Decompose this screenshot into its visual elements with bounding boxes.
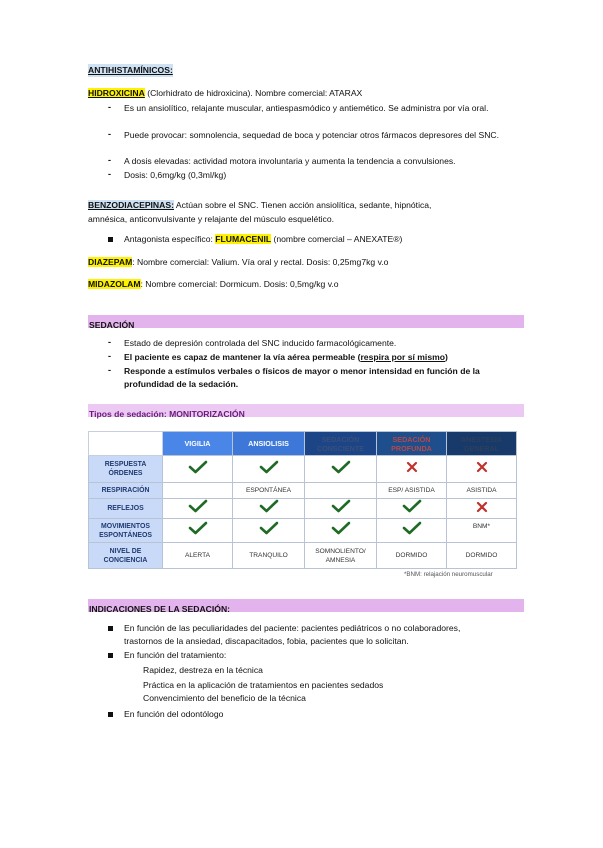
hidroxicina-name: HIDROXICINA — [88, 88, 145, 98]
antagonist-commercial: (nombre comercial – ANEXATE®) — [271, 234, 403, 244]
flumacenil-name: FLUMACENIL — [215, 234, 272, 244]
check-icon — [331, 521, 351, 535]
table-row — [89, 519, 517, 543]
col-sedacion-profunda: SEDACIÓN PROFUNDA — [377, 432, 447, 456]
antagonist-line — [124, 233, 522, 246]
indicaciones-sub-2: Práctica en la aplicación de tratamientos en pacientes sedados — [143, 680, 384, 690]
bullet-dash: - — [108, 351, 111, 361]
cell-bnm: BNM* — [447, 519, 517, 543]
check-icon — [331, 460, 351, 474]
cell — [305, 499, 377, 519]
cell — [163, 499, 233, 519]
table-row — [89, 483, 517, 499]
row-respiracion: RESPIRACIÓN — [89, 483, 163, 499]
midazolam-text: : Nombre comercial: Dormicum. Dosis: 0,5mg/kg v.o — [140, 279, 339, 289]
table-row — [89, 456, 517, 483]
check-icon — [402, 499, 422, 513]
table-row — [89, 543, 517, 569]
check-icon — [259, 521, 279, 535]
row-respuesta-ordenes: RESPUESTA ÓRDENES — [89, 456, 163, 483]
cell-asistida: ASISTIDA — [447, 483, 517, 499]
square-bullet-icon — [108, 653, 113, 658]
indicaciones-heading: INDICACIONES DE LA SEDACIÓN: — [89, 604, 231, 614]
cell — [305, 519, 377, 543]
cell — [377, 499, 447, 519]
cell — [447, 499, 517, 519]
cell-nivel-profunda: DORMIDO — [377, 543, 447, 569]
sedacion-heading: SEDACIÓN — [89, 320, 135, 330]
cell — [305, 456, 377, 483]
hidroxicina-line — [88, 87, 362, 100]
cell — [233, 456, 305, 483]
cell-nivel-consciente: SOMNOLIENTO/ AMNESIA — [305, 543, 377, 569]
table-header-row — [89, 432, 517, 456]
indicaciones-heading-band — [88, 599, 524, 612]
cell — [163, 456, 233, 483]
tipos-heading: Tipos de sedación: MONITORIZACIÓN — [89, 409, 245, 419]
cell — [233, 499, 305, 519]
col-ansiolisis: ANSIOLISIS — [233, 432, 305, 456]
cell-nivel-general: DORMIDO — [447, 543, 517, 569]
midazolam-name: MIDAZOLAM — [88, 279, 141, 289]
sedacion-heading-band — [88, 315, 524, 328]
cell — [447, 456, 517, 483]
sedacion-bullet-1: Estado de depresión controlada del SNC inducido farmacológicamente. — [124, 338, 397, 348]
benzo-paragraph-line1 — [88, 199, 431, 212]
diazepam-line — [88, 256, 388, 269]
antihist-bullet-4: Dosis: 0,6mg/kg (0,3ml/kg) — [124, 170, 227, 180]
cell-nivel-ansiolisis: TRANQUILO — [233, 543, 305, 569]
table-corner — [89, 432, 163, 456]
bullet-dash: - — [108, 337, 111, 347]
cell — [163, 519, 233, 543]
cross-icon — [476, 501, 488, 513]
bullet-dash: - — [108, 102, 111, 112]
table-footnote: *BNM: relajación neuromuscular — [404, 571, 493, 578]
cell-esp-asistida: ESP/ ASISTIDA — [377, 483, 447, 499]
check-icon — [188, 499, 208, 513]
cell-espontanea: ESPONTÁNEA — [233, 483, 305, 499]
antihist-bullet-3: A dosis elevadas: actividad motora involuntaria y aumenta la tendencia a convulsiones. — [124, 156, 456, 166]
benzodiacepinas-heading: BENZODIACEPINAS: — [88, 200, 174, 210]
cell — [377, 456, 447, 483]
check-icon — [331, 499, 351, 513]
benzo-text-2: amnésica, anticonvulsivante y relajante del músculo esquelético. — [88, 214, 335, 224]
col-vigilia: VIGILIA — [163, 432, 233, 456]
indicaciones-item-1-line2: trastornos de la ansiedad, discapacitados, fobia, pacientes que lo solicitan. — [124, 636, 409, 646]
indicaciones-item-1-line1: En función de las peculiaridades del paciente: pacientes pediátricos o no colaboradores, — [124, 623, 461, 633]
square-bullet-icon — [108, 712, 113, 717]
indicaciones-sub-3: Convencimiento del beneficio de la técnica — [143, 693, 306, 703]
cell — [163, 483, 233, 499]
respira-por-si-mismo: respira por sí mismo — [360, 352, 445, 362]
diazepam-text: : Nombre comercial: Valium. Vía oral y rectal. Dosis: 0,25mg7kg v.o — [132, 257, 389, 267]
cross-icon — [406, 461, 418, 473]
indicaciones-item-2: En función del tratamiento: — [124, 650, 227, 660]
check-icon — [259, 460, 279, 474]
row-movimientos: MOVIMIENTOS ESPONTÁNEOS — [89, 519, 163, 543]
square-bullet-icon — [108, 626, 113, 631]
indicaciones-sub-1: Rapidez, destreza en la técnica — [143, 665, 263, 675]
sedacion-bullet-2-text: El paciente es capaz de mantener la vía aérea permeable ( — [124, 352, 361, 362]
antihist-bullet-1: Es un ansiolítico, relajante muscular, antiespasmódico y antiemético. Se administra por vía oral. — [124, 103, 489, 113]
bullet-dash: - — [108, 365, 111, 375]
cross-icon — [476, 461, 488, 473]
cell-nivel-vigilia: ALERTA — [163, 543, 233, 569]
sedacion-bullet-3: Responde a estímulos verbales o físicos de mayor o menor intensidad en función de la profundidad de la sedación. — [124, 366, 480, 389]
diazepam-name: DIAZEPAM — [88, 257, 133, 267]
antagonist-label: Antagonista específico: — [124, 234, 216, 244]
col-anestesia-general: ANESTESIA GENERAL — [447, 432, 517, 456]
cell — [305, 483, 377, 499]
indicaciones-item-3: En función del odontólogo — [124, 709, 224, 719]
antihist-bullet-2: Puede provocar: somnolencia, sequedad de boca y potenciar otros fármacos depresores del SNC. — [124, 130, 499, 140]
bullet-dash: - — [108, 129, 111, 139]
hidroxicina-description: (Clorhidrato de hidroxicina). Nombre comercial: ATARAX — [144, 88, 363, 98]
check-icon — [259, 499, 279, 513]
benzo-text-1: Actúan sobre el SNC. Tienen acción ansiolítica, sedante, hipnótica, — [173, 200, 432, 210]
check-icon — [188, 521, 208, 535]
table-row — [89, 499, 517, 519]
tipos-heading-band — [88, 404, 524, 417]
bullet-dash: - — [108, 169, 111, 179]
bullet-dash: - — [108, 155, 111, 165]
square-bullet-icon — [108, 237, 113, 242]
check-icon — [402, 521, 422, 535]
row-nivel-conciencia: NIVEL DE CONCIENCIA — [89, 543, 163, 569]
antihistaminicos-heading: ANTIHISTAMÍNICOS: — [88, 65, 173, 75]
sedation-table — [88, 431, 517, 569]
midazolam-line — [88, 278, 339, 291]
cell — [233, 519, 305, 543]
col-sedacion-consciente: SEDACIÓN CONSCIENTE — [305, 432, 377, 456]
sedacion-bullet-2-close: ) — [445, 352, 448, 362]
cell — [377, 519, 447, 543]
row-reflejos: REFLEJOS — [89, 499, 163, 519]
check-icon — [188, 460, 208, 474]
sedacion-bullet-2 — [124, 351, 522, 364]
